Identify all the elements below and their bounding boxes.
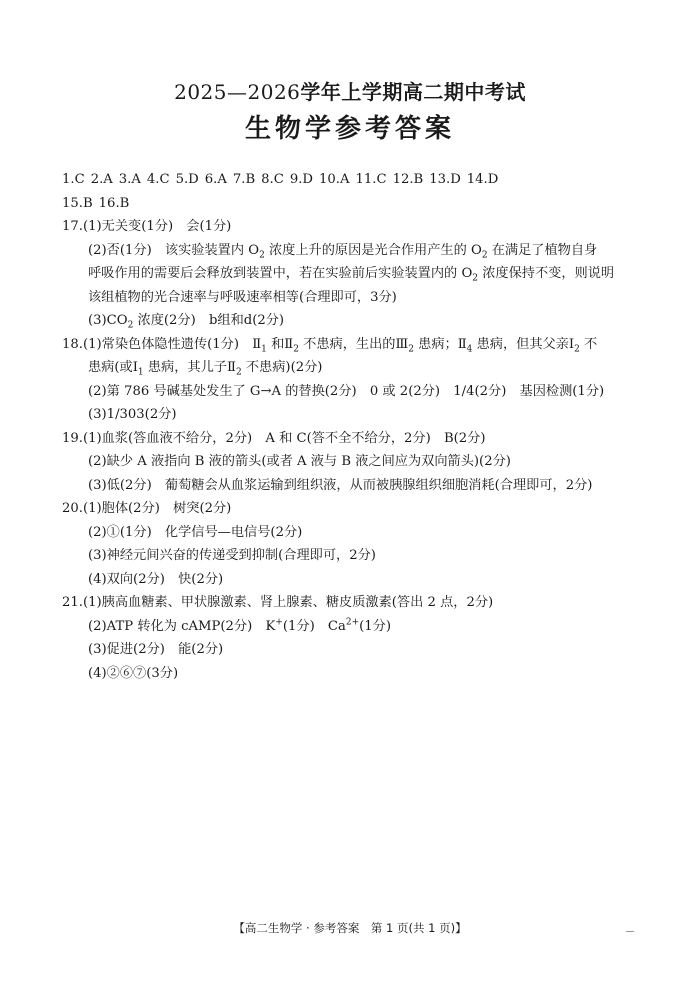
q17-text: 浓度上升的原因是光合作用产生的 O: [264, 242, 482, 258]
q20-line-2: (2)①(1分) 化学信号—电信号(2分): [88, 524, 303, 540]
q18-line-4: (3)1/303(2分): [88, 407, 177, 422]
mc-answer: 11.C: [355, 172, 387, 187]
q20-line-3: (3)神经元间兴奋的传递受到抑制(合理即可，2分): [88, 548, 376, 563]
mc-answer: 1.C: [62, 172, 85, 187]
mc-answers-line-1: [62, 168, 642, 192]
q20-line-1: 20.(1)胞体(2分) 树突(2分): [62, 501, 232, 516]
q21-line-1: 21.(1)胰高血糖素、甲状腺激素、肾上腺素、糖皮质激素(答出 2 点，2分): [62, 595, 494, 610]
answer-body: [62, 168, 642, 685]
mc-answer: 9.D: [289, 172, 313, 187]
q18-line-1: [62, 333, 642, 357]
subscript: 2: [235, 367, 242, 378]
q17-text: 呼吸作用的需要后会释放到装置中，若在实验前后实验装置内的 O: [88, 266, 473, 281]
exam-subtitle: 生物学参考答案: [244, 114, 455, 144]
mc-answer: 6.A: [204, 172, 227, 187]
q17-text: 浓度保持不变，则说明: [478, 266, 615, 281]
exam-title: [0, 76, 700, 105]
q20-line-4: (4)双向(2分) 快(2分): [88, 571, 224, 587]
exam-title-text: 学年上学期高二期中考试: [300, 80, 526, 104]
q17-line-5: [62, 309, 642, 333]
subscript: 4: [466, 344, 473, 355]
mc-answer: 16.B: [98, 195, 130, 211]
superscript: +: [275, 617, 283, 628]
q17-line-3: [62, 262, 642, 286]
q17-line-4: 该组植物的光合速率与呼吸速率相等(合理即可，3分): [88, 289, 397, 305]
q19-line-3: (3)低(2分) 葡萄糖会从血浆运输到组织液，从而被胰腺组织细胞消耗(合理即可，2分): [88, 477, 593, 493]
mc-answer: 8.C: [261, 172, 284, 187]
subscript: 2: [574, 344, 580, 355]
subscript: 1: [137, 367, 144, 378]
q18-line-3: (2)第 786 号碱基处发生了 G→A 的替换(2分) 0 或 2(2分) 1/4(2分) 基因检测(1分): [88, 383, 605, 399]
mc-answer: 14.D: [466, 172, 499, 187]
q18-text: 不患病，生出的Ⅲ: [298, 336, 409, 352]
mc-answer: 13.D: [429, 172, 461, 187]
subscript: 2: [472, 273, 478, 284]
mc-answers-line-2: [62, 192, 642, 216]
page-footer: 【高二生物学 · 参考答案 第 1 页(共 1 页)】: [233, 921, 467, 935]
q17-line-1: 17.(1)无关变(1分) 会(1分): [62, 219, 232, 234]
q18-text: 不: [579, 336, 598, 352]
q17-text: (3)CO: [88, 313, 128, 328]
q19-line-1: 19.(1)血浆(答血液不给分，2分) A 和 C(答不全不给分，2分) B(2分): [62, 430, 486, 446]
mc-answer: 2.A: [90, 172, 113, 187]
subscript: 2: [408, 344, 414, 355]
subscript: 2: [481, 250, 488, 261]
q18-text: 和Ⅱ: [266, 336, 294, 352]
superscript: 2+: [345, 617, 360, 628]
corner-mark: [626, 931, 634, 932]
q21-text: (1分): [359, 618, 392, 634]
subscript: 2: [127, 320, 134, 331]
q19-line-2: (2)缺少 A 液指向 B 液的箭头(或者 A 液与 B 液之间应为双向箭头)(2分): [88, 454, 511, 469]
q21-line-2: [62, 615, 642, 639]
mc-answer: 12.B: [392, 172, 424, 187]
q18-line-2: [62, 356, 642, 380]
q17-text: 在满足了植物自身: [487, 242, 598, 258]
exam-years: 2025—2026: [174, 80, 301, 104]
subscript: 2: [293, 344, 299, 355]
mc-answer: 7.B: [232, 172, 256, 187]
mc-answer: 4.C: [146, 172, 170, 187]
mc-answer: 10.A: [318, 172, 350, 187]
q21-text: (1分) Ca: [282, 618, 346, 634]
mc-answer: 3.A: [118, 172, 141, 187]
q18-text: 患病，但其父亲Ⅰ: [472, 336, 575, 352]
subscript: 2: [259, 250, 265, 261]
q17-text: (2)否(1分) 该实验装置内 O: [88, 242, 260, 258]
mc-answer: 15.B: [62, 195, 93, 211]
q17-line-2: [62, 239, 642, 263]
subscript: 1: [261, 344, 267, 355]
q18-text: 18.(1)常染色体隐性遗传(1分) Ⅱ: [62, 336, 262, 352]
q18-text: 患病，其儿子Ⅱ: [143, 360, 236, 375]
q17-text: 浓度(2分) b组和d(2分): [133, 313, 285, 328]
q18-text: 患病(或Ⅰ: [88, 360, 138, 375]
q18-text: 不患病)(2分): [241, 360, 323, 375]
q21-line-3: (3)促进(2分) 能(2分): [88, 642, 224, 657]
q18-text: 患病；Ⅱ: [413, 336, 467, 352]
q21-text: (2)ATP 转化为 cAMP(2分) K: [88, 618, 276, 634]
mc-answer: 5.D: [175, 172, 199, 187]
q21-line-4: (4)②⑥⑦(3分): [88, 665, 179, 681]
